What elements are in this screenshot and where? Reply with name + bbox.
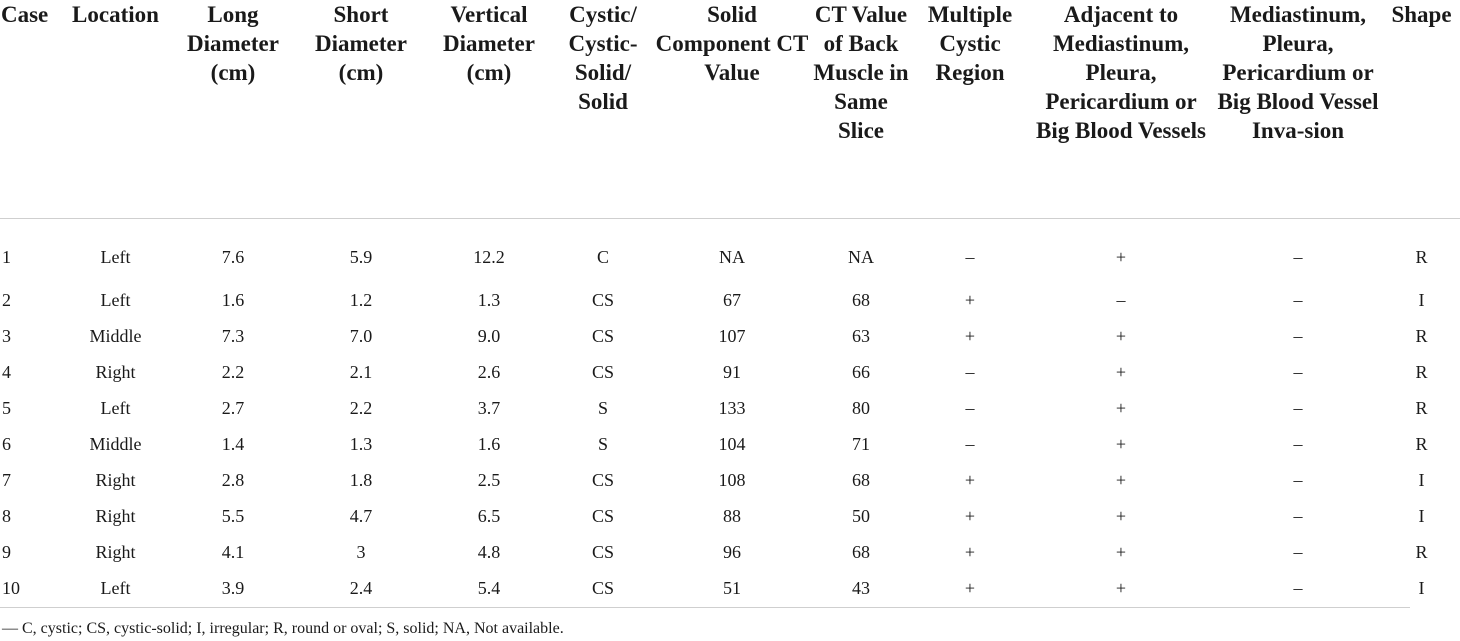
cell-back-muscle-ct: NA <box>848 247 874 267</box>
cell-location: Right <box>95 506 136 526</box>
cell-invasion: – <box>1293 578 1303 598</box>
cell-solid-ct-value: 108 <box>718 470 746 490</box>
col-header-back-muscle-ct: CT Value of Back Muscle in Same Slice <box>811 0 911 218</box>
col-header-adjacent: Adjacent to Mediastinum, Pleura, Pericardium or Big Blood Vessels <box>1029 0 1213 218</box>
cell-multiple-cystic: + <box>964 470 976 490</box>
cell-case: 3 <box>2 326 11 346</box>
cell-shape: I <box>1418 578 1425 598</box>
cell-cystic-type: CS <box>591 578 615 598</box>
cell-adjacent: + <box>1115 398 1127 418</box>
cell-vertical-diameter: 4.8 <box>477 542 501 562</box>
table-row <box>0 355 1460 391</box>
cell-long-diameter: 1.6 <box>221 290 245 310</box>
cell-location: Left <box>100 578 131 598</box>
cell-case: 6 <box>2 434 11 454</box>
cell-long-diameter: 1.4 <box>221 434 245 454</box>
cell-shape: R <box>1415 434 1428 454</box>
cell-cystic-type: CS <box>591 542 615 562</box>
cell-adjacent: + <box>1115 326 1127 346</box>
cell-cystic-type: CS <box>591 326 615 346</box>
cell-vertical-diameter: 1.6 <box>477 434 501 454</box>
cell-adjacent: + <box>1115 470 1127 490</box>
cell-invasion: – <box>1293 542 1303 562</box>
cell-multiple-cystic: + <box>964 578 976 598</box>
cell-location: Left <box>100 398 131 418</box>
cell-shape: R <box>1415 247 1428 267</box>
cell-back-muscle-ct: 71 <box>852 434 870 454</box>
cell-case: 1 <box>2 247 11 267</box>
cell-adjacent: – <box>1116 290 1126 310</box>
cell-vertical-diameter: 2.6 <box>477 362 501 382</box>
cell-back-muscle-ct: 50 <box>852 506 870 526</box>
cell-short-diameter: 3 <box>356 542 366 562</box>
cell-long-diameter: 7.6 <box>221 247 245 267</box>
table-bottom-rule <box>0 607 1410 608</box>
cell-cystic-type: S <box>597 434 608 454</box>
cell-cystic-type: CS <box>591 470 615 490</box>
cell-long-diameter: 4.1 <box>221 542 245 562</box>
cell-back-muscle-ct: 66 <box>852 362 870 382</box>
cell-case: 7 <box>2 470 11 490</box>
cell-invasion: – <box>1293 506 1303 526</box>
cell-short-diameter: 7.0 <box>349 326 373 346</box>
col-header-cystic-type: Cystic/ Cystic-Solid/ Solid <box>553 0 653 218</box>
cell-cystic-type: CS <box>591 290 615 310</box>
cell-short-diameter: 4.7 <box>349 506 373 526</box>
cell-cystic-type: C <box>596 247 609 267</box>
cell-location: Right <box>95 362 136 382</box>
cell-invasion: – <box>1293 326 1303 346</box>
cell-location: Middle <box>89 434 142 454</box>
cell-solid-ct-value: NA <box>719 247 745 267</box>
cell-cystic-type: CS <box>591 506 615 526</box>
cell-solid-ct-value: 91 <box>723 362 741 382</box>
table-row <box>0 218 1460 283</box>
cell-back-muscle-ct: 80 <box>852 398 870 418</box>
cell-shape: R <box>1415 398 1428 418</box>
cell-short-diameter: 1.8 <box>349 470 373 490</box>
cell-location: Left <box>100 247 131 267</box>
cell-invasion: – <box>1293 434 1303 454</box>
table-row <box>0 283 1460 319</box>
cell-solid-ct-value: 51 <box>723 578 741 598</box>
col-header-short-diameter: Short Diameter (cm) <box>297 0 425 218</box>
cell-location: Middle <box>89 326 142 346</box>
col-header-vertical-diameter: Vertical Diameter (cm) <box>425 0 553 218</box>
table-row <box>0 535 1460 571</box>
cell-back-muscle-ct: 68 <box>852 542 870 562</box>
cell-multiple-cystic: – <box>965 362 975 382</box>
cell-back-muscle-ct: 43 <box>852 578 870 598</box>
table-row <box>0 571 1460 611</box>
cell-adjacent: + <box>1115 506 1127 526</box>
cell-back-muscle-ct: 63 <box>852 326 870 346</box>
cell-cystic-type: CS <box>591 362 615 382</box>
cell-short-diameter: 2.2 <box>349 398 373 418</box>
cell-multiple-cystic: – <box>965 398 975 418</box>
cell-location: Right <box>95 542 136 562</box>
header-row <box>0 0 1460 218</box>
cell-vertical-diameter: 9.0 <box>477 326 501 346</box>
cell-vertical-diameter: 12.2 <box>473 247 505 267</box>
col-header-shape: Shape <box>1383 0 1460 218</box>
cell-vertical-diameter: 3.7 <box>477 398 501 418</box>
cell-shape: R <box>1415 542 1428 562</box>
cell-multiple-cystic: + <box>964 290 976 310</box>
cell-adjacent: + <box>1115 578 1127 598</box>
cell-shape: R <box>1415 362 1428 382</box>
col-header-multiple-cystic: Multiple Cystic Region <box>911 0 1029 218</box>
cell-long-diameter: 2.8 <box>221 470 245 490</box>
table-row <box>0 391 1460 427</box>
cell-long-diameter: 2.7 <box>221 398 245 418</box>
cell-solid-ct-value: 107 <box>718 326 746 346</box>
cell-multiple-cystic: + <box>964 326 976 346</box>
cell-adjacent: + <box>1115 247 1127 267</box>
cell-vertical-diameter: 6.5 <box>477 506 501 526</box>
cell-adjacent: + <box>1115 434 1127 454</box>
table-row <box>0 319 1460 355</box>
col-header-long-diameter: Long Diameter (cm) <box>169 0 297 218</box>
cell-vertical-diameter: 5.4 <box>477 578 501 598</box>
cell-multiple-cystic: – <box>965 247 975 267</box>
cell-invasion: – <box>1293 470 1303 490</box>
cell-case: 4 <box>2 362 11 382</box>
cell-invasion: – <box>1293 362 1303 382</box>
cell-long-diameter: 5.5 <box>221 506 245 526</box>
cell-shape: R <box>1415 326 1428 346</box>
cell-back-muscle-ct: 68 <box>852 290 870 310</box>
cell-case: 10 <box>2 578 20 598</box>
cell-multiple-cystic: + <box>964 506 976 526</box>
cell-multiple-cystic: – <box>965 434 975 454</box>
cell-solid-ct-value: 133 <box>718 398 746 418</box>
col-header-solid-ct-value: Solid Component CT Value <box>653 0 811 218</box>
cell-solid-ct-value: 96 <box>723 542 741 562</box>
cell-case: 5 <box>2 398 11 418</box>
cell-back-muscle-ct: 68 <box>852 470 870 490</box>
cell-location: Left <box>100 290 131 310</box>
cell-short-diameter: 2.4 <box>349 578 373 598</box>
cell-case: 2 <box>2 290 11 310</box>
cell-solid-ct-value: 67 <box>723 290 741 310</box>
cell-long-diameter: 3.9 <box>221 578 245 598</box>
cell-case: 8 <box>2 506 11 526</box>
table-row <box>0 427 1460 463</box>
cell-invasion: – <box>1293 290 1303 310</box>
cell-shape: I <box>1418 470 1425 490</box>
cell-shape: I <box>1418 290 1425 310</box>
cell-location: Right <box>95 470 136 490</box>
cell-vertical-diameter: 1.3 <box>477 290 501 310</box>
col-header-case: Case <box>0 0 62 218</box>
cell-vertical-diameter: 2.5 <box>477 470 501 490</box>
table-footnote: — C, cystic; CS, cystic-solid; I, irregular; R, round or oval; S, solid; NA, Not available. <box>2 620 564 637</box>
cell-long-diameter: 7.3 <box>221 326 245 346</box>
cell-invasion: – <box>1293 247 1303 267</box>
cell-case: 9 <box>2 542 11 562</box>
col-header-invasion: Mediastinum, Pleura, Pericardium or Big Blood Vessel Inva-sion <box>1213 0 1383 218</box>
cell-adjacent: + <box>1115 362 1127 382</box>
cell-solid-ct-value: 104 <box>718 434 746 454</box>
cell-short-diameter: 1.2 <box>349 290 373 310</box>
cell-adjacent: + <box>1115 542 1127 562</box>
cell-shape: I <box>1418 506 1425 526</box>
cell-multiple-cystic: + <box>964 542 976 562</box>
cell-short-diameter: 2.1 <box>349 362 373 382</box>
cell-solid-ct-value: 88 <box>723 506 741 526</box>
cell-short-diameter: 5.9 <box>349 247 373 267</box>
table-row <box>0 463 1460 499</box>
cell-cystic-type: S <box>597 398 608 418</box>
table-row <box>0 499 1460 535</box>
cell-long-diameter: 2.2 <box>221 362 245 382</box>
col-header-location: Location <box>62 0 169 218</box>
cell-invasion: – <box>1293 398 1303 418</box>
cell-short-diameter: 1.3 <box>349 434 373 454</box>
